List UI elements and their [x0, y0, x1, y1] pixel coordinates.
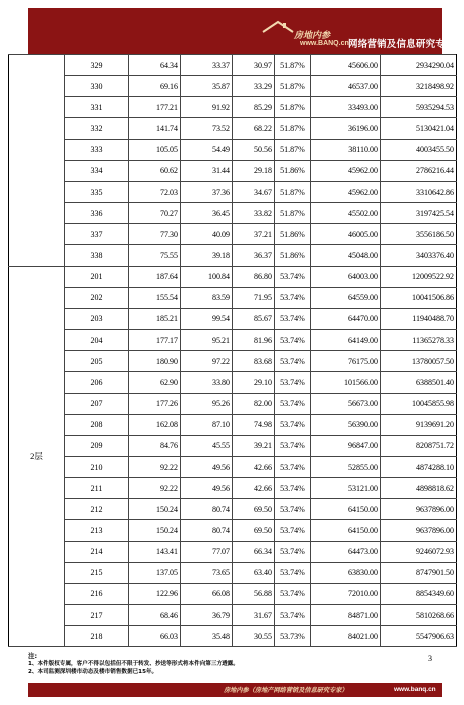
unit-price-cell: 45962.00: [311, 181, 381, 202]
table-row: [9, 435, 457, 456]
total-area-cell: 66.03: [129, 626, 181, 647]
total-price-cell: 5130421.04: [381, 118, 457, 139]
table-row: [9, 393, 457, 414]
usable-area-cell: 45.55: [181, 435, 233, 456]
total-area-cell: 150.24: [129, 499, 181, 520]
total-area-cell: 60.62: [129, 160, 181, 181]
header-brand: 房地内参: [294, 31, 331, 41]
footer-banner: [28, 683, 442, 697]
header-site: www.BANQ.cn: [300, 40, 349, 47]
usage-rate-cell: 51.87%: [275, 203, 311, 224]
usable-area-cell: 37.36: [181, 181, 233, 202]
table-row: [9, 541, 457, 562]
shared-area-cell: 74.98: [233, 414, 275, 435]
total-area-cell: 155.54: [129, 287, 181, 308]
total-area-cell: 187.64: [129, 266, 181, 287]
usable-area-cell: 35.48: [181, 626, 233, 647]
usage-rate-cell: 53.74%: [275, 330, 311, 351]
shared-area-cell: 63.40: [233, 562, 275, 583]
total-area-cell: 77.30: [129, 224, 181, 245]
shared-area-cell: 85.29: [233, 97, 275, 118]
usable-area-cell: 77.07: [181, 541, 233, 562]
table-row: [9, 76, 457, 97]
room-number-cell: 215: [65, 562, 129, 583]
usable-area-cell: 91.92: [181, 97, 233, 118]
shared-area-cell: 83.68: [233, 351, 275, 372]
total-price-cell: 10041506.86: [381, 287, 457, 308]
total-area-cell: 75.55: [129, 245, 181, 266]
table-row: [9, 203, 457, 224]
unit-price-cell: 64470.00: [311, 308, 381, 329]
unit-price-cell: 76175.00: [311, 351, 381, 372]
usage-rate-cell: 53.74%: [275, 372, 311, 393]
usage-rate-cell: 53.74%: [275, 393, 311, 414]
total-price-cell: 3310642.86: [381, 181, 457, 202]
shared-area-cell: 33.29: [233, 76, 275, 97]
total-area-cell: 92.22: [129, 478, 181, 499]
usage-rate-cell: 53.74%: [275, 308, 311, 329]
total-price-cell: 9246072.93: [381, 541, 457, 562]
room-number-cell: 218: [65, 626, 129, 647]
room-number-cell: 332: [65, 118, 129, 139]
usable-area-cell: 33.37: [181, 55, 233, 76]
shared-area-cell: 71.95: [233, 287, 275, 308]
room-number-cell: 201: [65, 266, 129, 287]
table-row: [9, 181, 457, 202]
footer-site: www.banq.cn: [394, 686, 436, 693]
total-price-cell: 2786216.44: [381, 160, 457, 181]
usable-area-cell: 33.80: [181, 372, 233, 393]
total-price-cell: 6388501.40: [381, 372, 457, 393]
total-price-cell: 8854349.60: [381, 583, 457, 604]
usage-rate-cell: 51.87%: [275, 97, 311, 118]
table-row: [9, 605, 457, 626]
table-row: [9, 224, 457, 245]
note-line-1: 1、本件版权专属，客户不得以包括但不限于转发、抄送等形式将本件向第三方透露。: [28, 661, 239, 667]
unit-price-cell: 64559.00: [311, 287, 381, 308]
total-price-cell: 5547906.63: [381, 626, 457, 647]
total-price-cell: 9637896.00: [381, 499, 457, 520]
table-row: [9, 478, 457, 499]
room-number-cell: 330: [65, 76, 129, 97]
unit-price-cell: 63830.00: [311, 562, 381, 583]
footer-brand: 房地内参（房地产网络营销及信息研究专家）: [224, 687, 348, 694]
table-row: [9, 562, 457, 583]
room-number-cell: 335: [65, 181, 129, 202]
unit-price-cell: 56673.00: [311, 393, 381, 414]
usage-rate-cell: 51.86%: [275, 245, 311, 266]
table-row: [9, 160, 457, 181]
table-row: [9, 456, 457, 477]
shared-area-cell: 69.50: [233, 520, 275, 541]
room-number-cell: 217: [65, 605, 129, 626]
room-number-cell: 334: [65, 160, 129, 181]
total-price-cell: 9139691.20: [381, 414, 457, 435]
usage-rate-cell: 51.86%: [275, 224, 311, 245]
shared-area-cell: 30.55: [233, 626, 275, 647]
room-number-cell: 207: [65, 393, 129, 414]
shared-area-cell: 42.66: [233, 478, 275, 499]
table-row: [9, 97, 457, 118]
notes-title: 注:: [28, 652, 38, 660]
unit-price-cell: 53121.00: [311, 478, 381, 499]
total-area-cell: 150.24: [129, 520, 181, 541]
shared-area-cell: 50.56: [233, 139, 275, 160]
table-row: [9, 414, 457, 435]
room-number-cell: 203: [65, 308, 129, 329]
shared-area-cell: 33.82: [233, 203, 275, 224]
room-number-cell: 331: [65, 97, 129, 118]
usage-rate-cell: 51.87%: [275, 118, 311, 139]
unit-price-cell: 64473.00: [311, 541, 381, 562]
total-price-cell: 12009522.92: [381, 266, 457, 287]
shared-area-cell: 68.22: [233, 118, 275, 139]
unit-price-cell: 46005.00: [311, 224, 381, 245]
page-number: 3: [428, 654, 432, 663]
shared-area-cell: 37.21: [233, 224, 275, 245]
total-area-cell: 141.74: [129, 118, 181, 139]
usable-area-cell: 80.74: [181, 520, 233, 541]
room-number-cell: 210: [65, 456, 129, 477]
shared-area-cell: 81.96: [233, 330, 275, 351]
unit-price-cell: 64149.00: [311, 330, 381, 351]
shared-area-cell: 86.80: [233, 266, 275, 287]
total-area-cell: 69.16: [129, 76, 181, 97]
usage-rate-cell: 51.87%: [275, 55, 311, 76]
shared-area-cell: 31.67: [233, 605, 275, 626]
unit-price-cell: 38110.00: [311, 139, 381, 160]
usable-area-cell: 49.56: [181, 456, 233, 477]
usage-rate-cell: 53.73%: [275, 626, 311, 647]
usable-area-cell: 80.74: [181, 499, 233, 520]
table-row: [9, 308, 457, 329]
shared-area-cell: 56.88: [233, 583, 275, 604]
usable-area-cell: 39.18: [181, 245, 233, 266]
unit-price-cell: 45962.00: [311, 160, 381, 181]
usage-rate-cell: 51.87%: [275, 139, 311, 160]
sales-data-table: [8, 54, 457, 647]
total-price-cell: 8208751.72: [381, 435, 457, 456]
header-slogan: 网络营销及信息研究专家: [348, 39, 455, 50]
usage-rate-cell: 53.74%: [275, 435, 311, 456]
room-number-cell: 211: [65, 478, 129, 499]
total-price-cell: 5935294.53: [381, 97, 457, 118]
total-area-cell: 162.08: [129, 414, 181, 435]
table-row: [9, 583, 457, 604]
total-price-cell: 11940488.70: [381, 308, 457, 329]
usable-area-cell: 54.49: [181, 139, 233, 160]
shared-area-cell: 29.18: [233, 160, 275, 181]
shared-area-cell: 82.00: [233, 393, 275, 414]
unit-price-cell: 46537.00: [311, 76, 381, 97]
total-price-cell: 4874288.10: [381, 456, 457, 477]
room-number-cell: 333: [65, 139, 129, 160]
unit-price-cell: 45048.00: [311, 245, 381, 266]
total-area-cell: 143.41: [129, 541, 181, 562]
total-price-cell: 4898818.62: [381, 478, 457, 499]
unit-price-cell: 84021.00: [311, 626, 381, 647]
total-area-cell: 185.21: [129, 308, 181, 329]
usable-area-cell: 95.26: [181, 393, 233, 414]
total-price-cell: 5810268.66: [381, 605, 457, 626]
table-row: [9, 287, 457, 308]
total-area-cell: 70.27: [129, 203, 181, 224]
total-price-cell: 3556186.50: [381, 224, 457, 245]
total-area-cell: 122.96: [129, 583, 181, 604]
shared-area-cell: 85.67: [233, 308, 275, 329]
total-area-cell: 180.90: [129, 351, 181, 372]
room-number-cell: 337: [65, 224, 129, 245]
room-number-cell: 208: [65, 414, 129, 435]
room-number-cell: 202: [65, 287, 129, 308]
usable-area-cell: 87.10: [181, 414, 233, 435]
total-area-cell: 72.03: [129, 181, 181, 202]
total-price-cell: 4003455.50: [381, 139, 457, 160]
table-row: [9, 245, 457, 266]
usage-rate-cell: 53.74%: [275, 605, 311, 626]
usage-rate-cell: 53.74%: [275, 499, 311, 520]
house-logo-icon: [261, 20, 295, 42]
unit-price-cell: 45502.00: [311, 203, 381, 224]
shared-area-cell: 66.34: [233, 541, 275, 562]
total-price-cell: 9637896.00: [381, 520, 457, 541]
total-area-cell: 92.22: [129, 456, 181, 477]
usable-area-cell: 95.21: [181, 330, 233, 351]
table-row: [9, 499, 457, 520]
usage-rate-cell: 51.87%: [275, 76, 311, 97]
usage-rate-cell: 53.74%: [275, 478, 311, 499]
usable-area-cell: 100.84: [181, 266, 233, 287]
usage-rate-cell: 53.74%: [275, 456, 311, 477]
usage-rate-cell: 53.74%: [275, 414, 311, 435]
header-banner: [28, 8, 455, 54]
shared-area-cell: 30.97: [233, 55, 275, 76]
table-row: [9, 626, 457, 647]
room-number-cell: 209: [65, 435, 129, 456]
floor-label-cell: 2层: [9, 266, 65, 647]
total-price-cell: 3218498.92: [381, 76, 457, 97]
usable-area-cell: 73.52: [181, 118, 233, 139]
total-price-cell: 13780057.50: [381, 351, 457, 372]
room-number-cell: 205: [65, 351, 129, 372]
table-row: [9, 351, 457, 372]
note-line-2: 2、本司监测深圳楼市动态及楼市销售数据已15年。: [28, 669, 158, 675]
shared-area-cell: 29.10: [233, 372, 275, 393]
notes-section: [28, 652, 428, 676]
usable-area-cell: 31.44: [181, 160, 233, 181]
total-price-cell: 10045855.98: [381, 393, 457, 414]
total-price-cell: 11365278.33: [381, 330, 457, 351]
shared-area-cell: 34.67: [233, 181, 275, 202]
unit-price-cell: 64150.00: [311, 520, 381, 541]
usage-rate-cell: 51.86%: [275, 160, 311, 181]
usage-rate-cell: 53.74%: [275, 351, 311, 372]
usable-area-cell: 99.54: [181, 308, 233, 329]
table-row: [9, 118, 457, 139]
usage-rate-cell: 53.74%: [275, 287, 311, 308]
unit-price-cell: 72010.00: [311, 583, 381, 604]
total-price-cell: 8747901.50: [381, 562, 457, 583]
usage-rate-cell: 53.74%: [275, 583, 311, 604]
table-row: [9, 372, 457, 393]
total-area-cell: 177.17: [129, 330, 181, 351]
usable-area-cell: 66.08: [181, 583, 233, 604]
table-row: [9, 330, 457, 351]
room-number-cell: 338: [65, 245, 129, 266]
room-number-cell: 214: [65, 541, 129, 562]
room-number-cell: 213: [65, 520, 129, 541]
unit-price-cell: 84871.00: [311, 605, 381, 626]
total-area-cell: 105.05: [129, 139, 181, 160]
unit-price-cell: 36196.00: [311, 118, 381, 139]
total-area-cell: 177.21: [129, 97, 181, 118]
usage-rate-cell: 53.74%: [275, 520, 311, 541]
usage-rate-cell: 53.74%: [275, 266, 311, 287]
usage-rate-cell: 53.74%: [275, 562, 311, 583]
usage-rate-cell: 51.87%: [275, 181, 311, 202]
unit-price-cell: 33493.00: [311, 97, 381, 118]
unit-price-cell: 101566.00: [311, 372, 381, 393]
usable-area-cell: 49.56: [181, 478, 233, 499]
room-number-cell: 329: [65, 55, 129, 76]
unit-price-cell: 96847.00: [311, 435, 381, 456]
usable-area-cell: 40.09: [181, 224, 233, 245]
shared-area-cell: 42.66: [233, 456, 275, 477]
total-area-cell: 84.76: [129, 435, 181, 456]
total-price-cell: 2934290.04: [381, 55, 457, 76]
total-area-cell: 62.90: [129, 372, 181, 393]
usage-rate-cell: 53.74%: [275, 541, 311, 562]
usable-area-cell: 36.79: [181, 605, 233, 626]
total-area-cell: 68.46: [129, 605, 181, 626]
usable-area-cell: 83.59: [181, 287, 233, 308]
usable-area-cell: 35.87: [181, 76, 233, 97]
room-number-cell: 204: [65, 330, 129, 351]
table-row: [9, 139, 457, 160]
total-area-cell: 177.26: [129, 393, 181, 414]
floor-label-cell: [9, 55, 65, 267]
shared-area-cell: 36.37: [233, 245, 275, 266]
unit-price-cell: 45606.00: [311, 55, 381, 76]
total-price-cell: 3403376.40: [381, 245, 457, 266]
table-row: [9, 520, 457, 541]
unit-price-cell: 52855.00: [311, 456, 381, 477]
room-number-cell: 336: [65, 203, 129, 224]
usable-area-cell: 73.65: [181, 562, 233, 583]
usable-area-cell: 97.22: [181, 351, 233, 372]
table-row: [9, 55, 457, 76]
room-number-cell: 212: [65, 499, 129, 520]
total-area-cell: 64.34: [129, 55, 181, 76]
room-number-cell: 206: [65, 372, 129, 393]
total-area-cell: 137.05: [129, 562, 181, 583]
total-price-cell: 3197425.54: [381, 203, 457, 224]
unit-price-cell: 64150.00: [311, 499, 381, 520]
table-row: [9, 266, 457, 287]
shared-area-cell: 39.21: [233, 435, 275, 456]
shared-area-cell: 69.50: [233, 499, 275, 520]
unit-price-cell: 64003.00: [311, 266, 381, 287]
usable-area-cell: 36.45: [181, 203, 233, 224]
unit-price-cell: 56390.00: [311, 414, 381, 435]
room-number-cell: 216: [65, 583, 129, 604]
